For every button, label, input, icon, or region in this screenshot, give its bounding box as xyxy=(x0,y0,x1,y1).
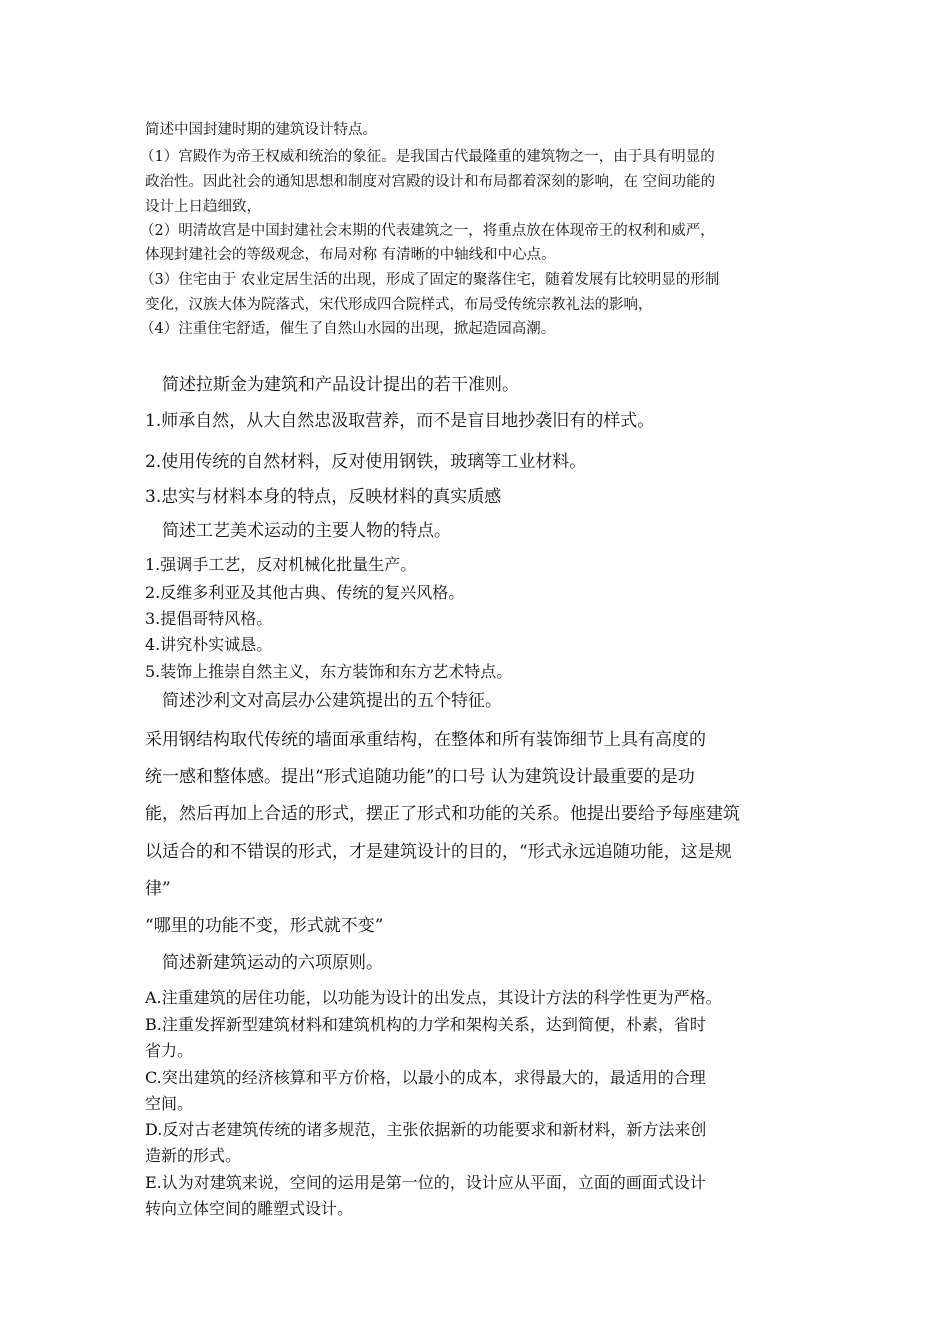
section-1-line-4: （2）明清故宫是中国封建社会末期的代表建筑之一，将重点放在体现帝王的权利和威严， xyxy=(140,223,715,239)
section-2-title: 简述拉斯金为建筑和产品设计提出的若干准则。 xyxy=(162,375,519,395)
section-2-line-3: 3.忠实与材料本身的特点，反映材料的真实质感 xyxy=(145,487,502,507)
section-5-line-7: 造新的形式。 xyxy=(145,1146,242,1165)
section-5-line-8: E.认为对建筑来说，空间的运用是第一位的，设计应从平面，立面的画面式设计 xyxy=(145,1173,706,1192)
section-3-title: 简述工艺美术运动的主要人物的特点。 xyxy=(162,521,451,541)
section-5-line-2: B.注重发挥新型建筑材料和建筑机构的力学和架构关系，达到简便，朴素，省时 xyxy=(145,1015,706,1034)
section-5-line-9: 转向立体空间的雕塑式设计。 xyxy=(145,1199,354,1218)
section-1-line-1: （1）宫殿作为帝王权威和统治的象征。是我国古代最隆重的建筑物之一，由于具有明显的 xyxy=(140,149,715,165)
section-2-line-1: 1.师承自然，从大自然忠汲取营养，而不是盲目地抄袭旧有的样式。 xyxy=(145,411,655,431)
section-3-line-3: 3.提倡哥特风格。 xyxy=(145,609,273,628)
section-1-line-2: 政治性。因此社会的通知思想和制度对宫殿的设计和布局都着深刻的影响，在 空间功能的 xyxy=(145,174,716,190)
section-5-line-4: C.突出建筑的经济核算和平方价格，以最小的成本，求得最大的，最适用的合理 xyxy=(145,1068,706,1087)
section-4-line-1: 采用钢结构取代传统的墙面承重结构，在整体和所有装饰细节上具有高度的 xyxy=(145,730,706,750)
section-5-line-6: D.反对古老建筑传统的诸多规范，主张依据新的功能要求和新材料，新方法来创 xyxy=(145,1120,707,1139)
section-2-line-2: 2.使用传统的自然材料，反对使用钢铁，玻璃等工业材料。 xyxy=(145,452,587,472)
section-5-title: 简述新建筑运动的六项原则。 xyxy=(162,953,383,973)
section-1-line-5: 体现封建社会的等级观念，布局对称 有清晰的中轴线和中心点。 xyxy=(145,247,556,263)
section-4-line-4: 以适合的和不错误的形式，才是建筑设计的目的，“形式永远追随功能，这是规 xyxy=(145,842,732,862)
section-1-title: 简述中国封建时期的建筑设计特点。 xyxy=(145,122,377,138)
section-4-line-6: “哪里的功能不变，形式就不变” xyxy=(145,916,384,936)
section-5-line-5: 空间。 xyxy=(145,1094,194,1113)
section-5-line-3: 省力。 xyxy=(145,1041,194,1060)
section-1-line-8: （4）注重住宅舒适，催生了自然山水园的出现，掀起造园高潮。 xyxy=(140,321,556,337)
section-3-line-5: 5.装饰上推崇自然主义，东方装饰和东方艺术特点。 xyxy=(145,662,513,681)
section-1-line-7: 变化，汉族大体为院落式，宋代形成四合院样式，布局受传统宗教礼法的影响， xyxy=(145,297,653,313)
section-5-line-1: A.注重建筑的居住功能，以功能为设计的出发点，其设计方法的科学性更为严格。 xyxy=(145,988,722,1007)
section-1-line-3: 设计上日趋细致， xyxy=(145,199,261,215)
section-4-line-2: 统一感和整体感。提出“形式追随功能”的口号 认为建筑设计最重要的是功 xyxy=(145,767,695,787)
section-3-line-4: 4.讲究朴实诚恳。 xyxy=(145,635,273,654)
section-3-line-2: 2.反维多利亚及其他古典、传统的复兴风格。 xyxy=(145,583,465,602)
section-4-title: 简述沙利文对高层办公建筑提出的五个特征。 xyxy=(162,691,502,711)
section-4-line-3: 能，然后再加上合适的形式，摆正了形式和功能的关系。他提出要给予每座建筑 xyxy=(145,804,740,824)
section-1-line-6: （3）住宅由于 农业定居生活的出现，形成了固定的聚落住宅，随着发展有比较明显的形制 xyxy=(140,272,720,288)
section-4-line-5: 律” xyxy=(145,879,171,899)
section-3-line-1: 1.强调手工艺，反对机械化批量生产。 xyxy=(145,555,417,574)
